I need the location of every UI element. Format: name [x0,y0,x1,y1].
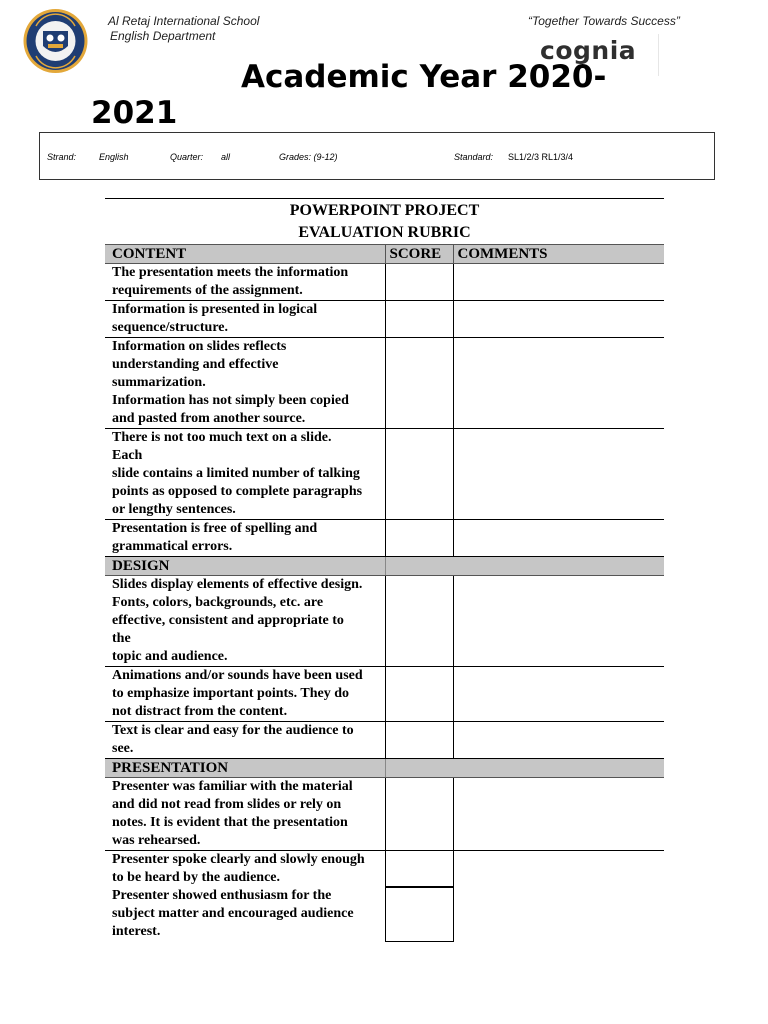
design-section-label: DESIGN [105,557,385,576]
score-column-header: SCORE [385,245,453,264]
criterion-line: Slides display elements of effective design. [112,577,363,592]
criterion-line: slide contains a limited number of talking [112,466,360,481]
comments-cell[interactable] [453,301,664,338]
comments-cell[interactable] [453,778,664,851]
quarter-label: Quarter: [170,152,204,162]
score-cell[interactable] [385,778,453,851]
rubric-table [105,244,664,942]
criterion-line: the [112,631,131,646]
rubric-row [105,576,664,667]
score-cell[interactable] [385,576,453,667]
criterion-line: to be heard by the audience. [112,870,280,885]
criterion-line: Presentation is free of spelling and [112,521,318,536]
academic-year-title-continued: 2021 [91,95,178,131]
criterion-text [105,264,385,301]
presentation-section-header [105,759,664,778]
criterion-line: not distract from the content. [112,704,288,719]
rubric-row [105,851,664,888]
comments-cell[interactable] [453,520,664,557]
criterion-text [105,301,385,338]
criterion-line: effective, consistent and appropriate to [112,613,344,628]
score-cell[interactable] [385,264,453,301]
criterion-text [105,429,385,520]
criterion-line: see. [112,741,134,756]
score-cell[interactable] [385,887,453,941]
criterion-line: topic and audience. [112,649,228,664]
criterion-line: Presenter spoke clearly and slowly enough [112,852,365,867]
criterion-line: The presentation meets the information [112,265,349,280]
criterion-line: summarization. [112,375,206,390]
presentation-section [105,778,664,942]
strand-value: English [99,152,129,162]
score-cell[interactable] [385,722,453,759]
criterion-line: Information on slides reflects [112,339,287,354]
criterion-line: subject matter and encouraged audience [112,906,354,921]
rubric-row [105,722,664,759]
comments-cell[interactable] [453,722,664,759]
criterion-text [105,851,385,888]
criterion-line: Information has not simply been copied [112,393,349,408]
presentation-score-header [385,759,453,778]
design-section-header [105,557,664,576]
standard-value: SL1/2/3 RL1/3/4 [508,152,574,162]
rubric-row [105,887,664,941]
rubric-row [105,264,664,301]
standard-label: Standard: [454,152,494,162]
criterion-line: Presenter was familiar with the material [112,779,353,794]
comments-column-header: COMMENTS [453,245,664,264]
comments-cell[interactable] [453,429,664,520]
criterion-line: was rehearsed. [112,833,201,848]
criterion-line: and did not read from slides or rely on [112,797,342,812]
criterion-text [105,722,385,759]
rubric-top-rule [105,198,664,199]
criterion-text [105,667,385,722]
criterion-line: Information is presented in logical [112,302,318,317]
school-name: Al Retaj International School [108,14,260,28]
comments-cell[interactable] [453,667,664,722]
criterion-text [105,778,385,851]
design-comments-header [453,557,664,576]
content-column-header: CONTENT [105,245,385,264]
standards-info-box [39,132,715,180]
department-name: English Department [110,29,216,43]
score-cell[interactable] [385,851,453,888]
criterion-line: interest. [112,924,161,939]
criterion-line: to emphasize important points. They do [112,686,349,701]
score-cell[interactable] [385,429,453,520]
evaluation-rubric [105,198,664,942]
rubric-title: POWERPOINT PROJECT [289,202,480,219]
design-section [105,576,664,759]
school-crest-icon [22,6,89,76]
criterion-line: notes. It is evident that the presentation [112,815,348,830]
rubric-header-row [105,245,664,264]
criterion-line: grammatical errors. [112,539,233,554]
comments-cell[interactable] [453,264,664,301]
content-section [105,264,664,557]
design-score-header [385,557,453,576]
criterion-line: requirements of the assignment. [112,283,303,298]
academic-year-title: Academic Year 2020- [241,59,607,95]
criterion-line: Presenter showed enthusiasm for the [112,888,332,903]
score-cell[interactable] [385,520,453,557]
criterion-line: sequence/structure. [112,320,228,335]
criterion-text [105,338,385,429]
comments-cell[interactable] [453,338,664,429]
criterion-text [105,887,385,941]
criterion-line: Animations and/or sounds have been used [112,668,363,683]
criterion-line: Text is clear and easy for the audience to [112,723,354,738]
school-name-block [108,14,259,44]
criterion-line: or lengthy sentences. [112,502,236,517]
comments-cell[interactable] [453,851,664,888]
comments-cell[interactable] [453,887,664,941]
comments-cell[interactable] [453,576,664,667]
criterion-line: understanding and effective [112,357,279,372]
grades-label: Grades: (9-12) [279,152,338,162]
presentation-comments-header [453,759,664,778]
score-cell[interactable] [385,667,453,722]
rubric-subtitle: EVALUATION RUBRIC [298,224,471,241]
rubric-row [105,338,664,429]
strand-label: Strand: [47,152,77,162]
score-cell[interactable] [385,301,453,338]
rubric-row [105,301,664,338]
presentation-section-label: PRESENTATION [105,759,385,778]
rubric-row [105,429,664,520]
score-cell[interactable] [385,338,453,429]
rubric-row [105,520,664,557]
criterion-text [105,520,385,557]
criterion-line: and pasted from another source. [112,411,306,426]
criterion-line: There is not too much text on a slide. [112,430,332,445]
quarter-value: all [221,152,231,162]
school-motto: “Together Towards Success” [528,14,680,28]
criterion-text [105,576,385,667]
rubric-row [105,667,664,722]
criterion-line: Fonts, colors, backgrounds, etc. are [112,595,324,610]
rubric-row [105,778,664,851]
criterion-line: points as opposed to complete paragraphs [112,484,363,499]
cognia-wordmark: cognia [540,36,637,65]
criterion-line: Each [112,448,143,463]
